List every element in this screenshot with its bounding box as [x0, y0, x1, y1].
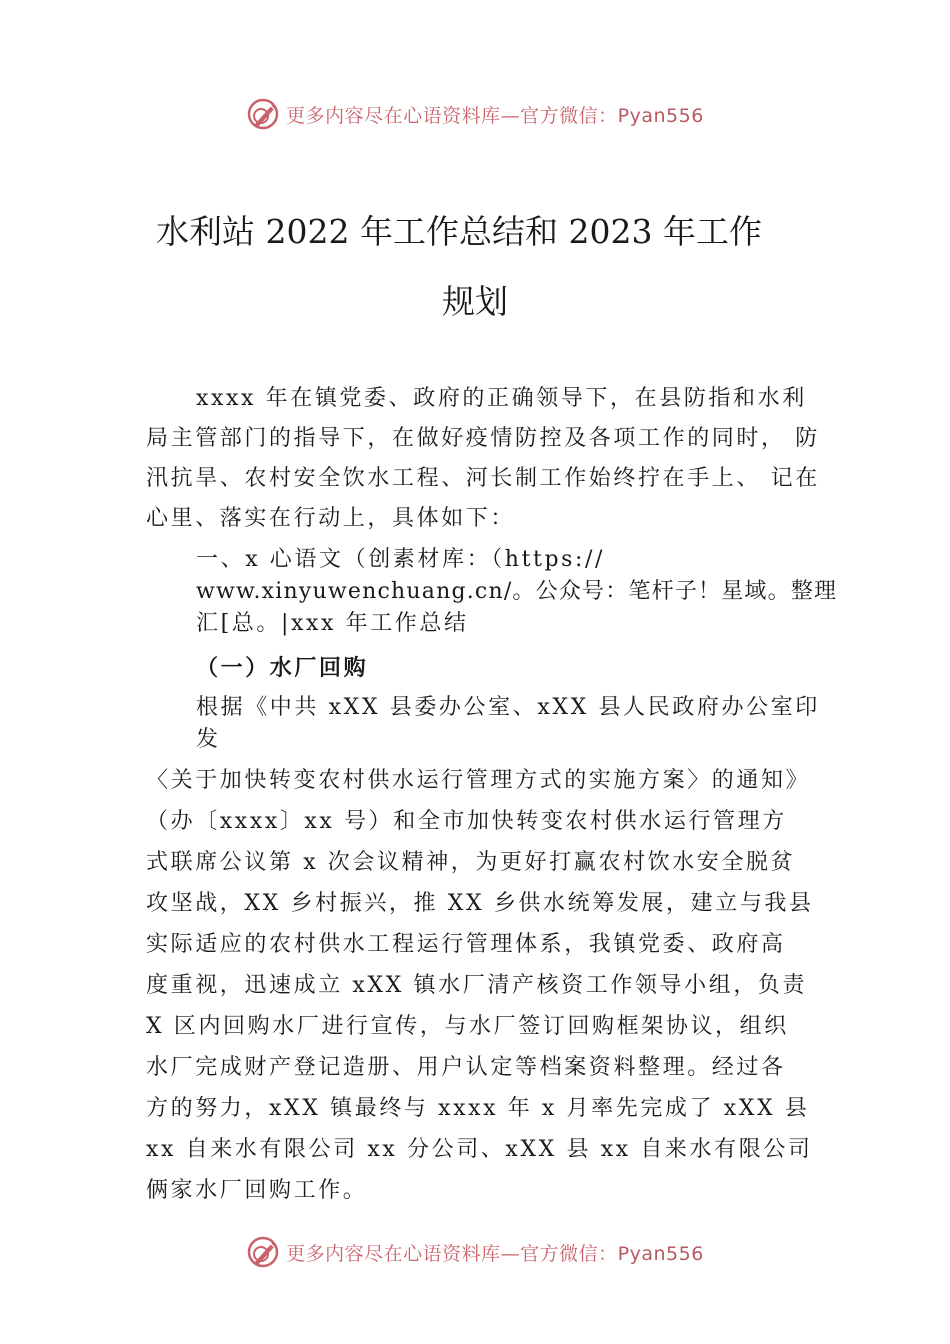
section-one-line-1: 一、x 心语文（创素材库：（https://	[196, 547, 606, 572]
intro-line-3: 汛抗旱、农村安全饮水工程、河长制工作始终拧在手上、 记在	[146, 466, 820, 491]
body-line-10: xx 自来水有限公司 xx 分公司、xXX 县 xx 自来水有限公司	[146, 1137, 813, 1162]
body-line-3: 式联席公议第 x 次会议精神，为更好打赢农村饮水安全脱贫	[146, 850, 796, 875]
body-line-8: 水厂完成财产登记造册、用户认定等档案资料整理。经过各	[146, 1055, 786, 1080]
document-title-line-1: 水利站 2022 年工作总结和 2023 年工作	[156, 212, 762, 251]
intro-line-4: 心里、落实在行动上，具体如下：	[146, 506, 516, 531]
intro-line-2: 局主管部门的指导下，在做好疫情防控及各项工作的同时， 防	[146, 426, 820, 451]
section-one-line-2: www.xinyuwenchuang.cn/。公众号：笔杆子！星域。整理	[196, 579, 838, 604]
body-line-4: 攻坚战，XX 乡村振兴，推 XX 乡供水统筹发展，建立与我县	[146, 891, 814, 916]
body-indent-line-2: 发	[196, 727, 221, 752]
watermark-text: 更多内容尽在心语资料库—官方微信：Pyan556	[286, 104, 704, 127]
body-line-6: 度重视，迅速成立 xXX 镇水厂清产核资工作领导小组，负责	[146, 973, 808, 998]
body-line-1: 〈关于加快转变农村供水运行管理方式的实施方案〉的通知》	[146, 768, 811, 793]
section-one-heading	[196, 544, 837, 640]
watermark-content-footer	[246, 1235, 704, 1269]
pen-logo-icon	[246, 1235, 280, 1269]
subsection-one-heading	[196, 648, 368, 688]
body-line-5: 实际适应的农村供水工程运行管理体系，我镇党委、政府高	[146, 932, 786, 957]
section-one-line-3: 汇[总。|xxx 年工作总结	[196, 611, 469, 636]
watermark-content	[246, 97, 704, 131]
intro-line-1: xxxx 年在镇党委、政府的正确领导下，在县防指和水利	[196, 386, 807, 411]
pen-logo-icon	[246, 97, 280, 131]
body-line-11: 俩家水厂回购工作。	[146, 1178, 368, 1203]
watermark-wechat-id-footer: Pyan556	[617, 1242, 704, 1265]
body-paragraph	[146, 760, 814, 1211]
intro-paragraph	[146, 379, 820, 539]
body-line-9: 方的努力，xXX 镇最终与 xxxx 年 x 月率先完成了 xXX 县	[146, 1096, 810, 1121]
body-indent-block	[196, 692, 820, 756]
body-indent-line-1: 根据《中共 xXX 县委办公室、xXX 县人民政府办公室印	[196, 695, 820, 720]
watermark-footer	[0, 1232, 950, 1272]
watermark-text-footer: 更多内容尽在心语资料库—官方微信：Pyan556	[286, 1242, 704, 1265]
subsection-one-title: （一）水厂回购	[196, 655, 369, 681]
document-title-line-2: 规划	[442, 282, 508, 321]
watermark-header	[0, 94, 950, 134]
body-line-2: （办〔xxxx〕xx 号）和全市加快转变农村供水运行管理方	[146, 809, 787, 834]
body-line-7: X 区内回购水厂进行宣传，与水厂签订回购框架协议，组织	[146, 1014, 789, 1039]
watermark-wechat-id: Pyan556	[617, 104, 704, 127]
